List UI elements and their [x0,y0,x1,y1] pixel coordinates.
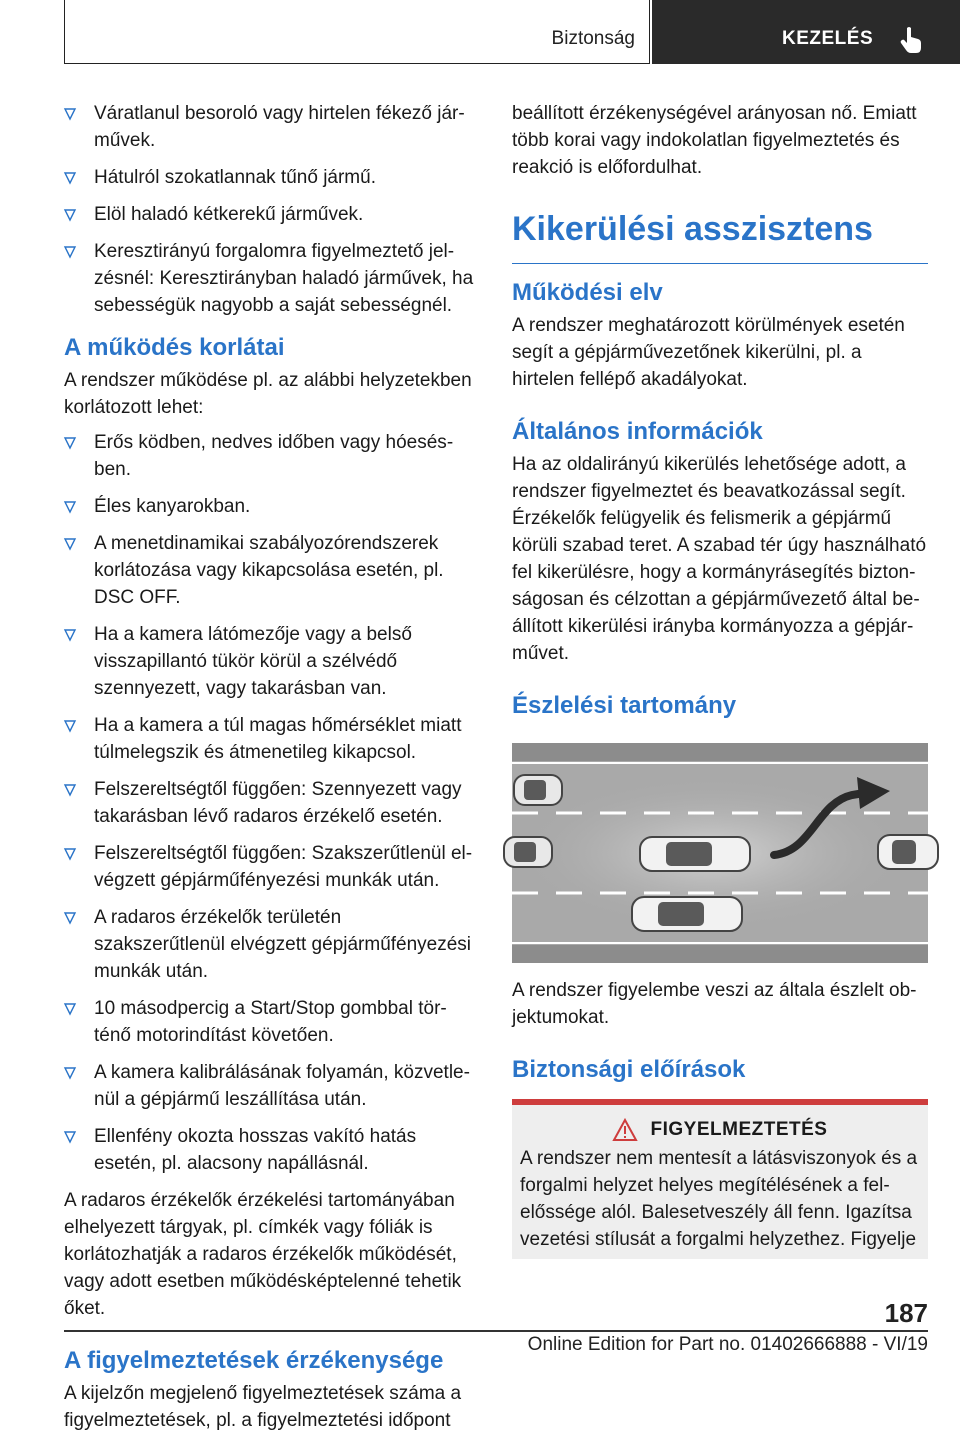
header-section-box [64,0,650,64]
triangle-bullet-icon [64,912,76,924]
heading-range: Észlelési tartomány [512,692,737,719]
principle-paragraph: A rendszer meghatározott körülmények esetén segít a gépjárművezetőnek kikerülni, pl. a hirtelen fellépő akadályokat. [512,315,905,390]
warning-triangle-icon [613,1119,637,1141]
list-item: Éles kanyarokban. [64,493,476,520]
car-icon [504,837,552,867]
list-item: 10 másodpercig a Start/Stop gombbal történő motorindítást követően. [64,995,476,1049]
list-item: Keresztirányú forgalomra figyelmeztető jelzésnél: Keresztirányban haladó járművek, ha sebességük nagyobb a saját sebességnél. [64,238,476,319]
car-icon [514,775,562,805]
limits-intro: A rendszer működése pl. az alábbi helyzetekben korlátozott lehet: [64,370,472,418]
warning-title: FIGYELMEZTETÉS [650,1119,828,1140]
list-item: Felszereltségtől függően: Szakszerűtlenül elvégzett gépjárműfényezési munkák után. [64,840,476,894]
list-item: Erős ködben, nedves időben vagy hóesésben. [64,429,476,483]
radar-paragraph: A radaros érzékelők érzékelési tartományában elhelyezett tárgyak, pl. címkék vagy fóliák is korlátozhatják a radaros érzékelők működését, vagy adott esetben működésképtelenné tehetik őket. [64,1190,462,1319]
detection-range-diagram [512,743,928,963]
left-column [64,100,476,1434]
list-item: A menetdinamikai szabályozórendszerek korlátozása vagy kikapcsolása esetén, pl. DSC OFF. [64,530,476,611]
triangle-bullet-icon [64,848,76,860]
hand-pointer-icon [900,26,922,54]
warning-box [512,1099,928,1259]
list-item: Felszereltségtől függően: Szennyezett vagy takarásban lévő radaros érzékelő esetén. [64,776,476,830]
triangle-bullet-icon [64,1067,76,1079]
triangle-bullet-icon [64,172,76,184]
warning-text: A rendszer nem mentesít a látásviszonyok és a forgalmi helyzet helyes megítélésének a felelőssége alól. Balesetveszély áll fenn. Igazítsa vezetési stílusát a forgalmi helyzethez. Figyelje [520,1148,918,1250]
header-section-title: Biztonság [551,28,635,49]
road-illustration [512,743,928,963]
triangle-bullet-icon [64,209,76,221]
ego-car-icon [640,837,750,871]
sensitivity-paragraph: A kijelzőn megjelenő figyelmeztetések száma a figyelmeztetések, pl. a figyelmeztetési időpont [64,1383,462,1431]
triangle-bullet-icon [64,1003,76,1015]
footer-edition: Online Edition for Part no. 01402666888 - VI/19 [527,1334,928,1355]
heading-principle: Működési elv [512,279,663,306]
heading-sensitivity: A figyelmeztetések érzékenysége [64,1347,444,1374]
heading-limits: A működés korlátai [64,334,285,361]
right-column [512,100,928,1259]
heading-safety: Biztonsági előírások [512,1056,746,1083]
triangle-bullet-icon [64,501,76,513]
triangle-bullet-icon [64,437,76,449]
situations-list [64,100,476,319]
list-item: A kamera kalibrálásának folyamán, közvetlenül a gépjármű leszállítása után. [64,1059,476,1113]
triangle-bullet-icon [64,108,76,120]
page-number: 187 [884,1298,928,1328]
footer-divider [64,1330,928,1332]
triangle-bullet-icon [64,720,76,732]
car-icon [878,835,938,869]
car-icon [632,897,742,931]
diagram-caption: A rendszer figyelembe veszi az általa észlelt objektumokat. [512,980,917,1028]
list-item: A radaros érzékelők területén szakszerűtlenül elvégzett gépjárműfényezési munkák után. [64,904,476,985]
triangle-bullet-icon [64,784,76,796]
triangle-bullet-icon [64,1131,76,1143]
list-item: Váratlanul besoroló vagy hirtelen fékező járművek. [64,100,476,154]
triangle-bullet-icon [64,538,76,550]
sensitivity-paragraph-cont: beállított érzékenységével arányosan nő. Emiatt több korai vagy indokolatlan figyelmeztetés és reakció is előfordulhat. [512,103,917,178]
header-tab-label: KEZELÉS [782,28,874,49]
list-item: Ha a kamera a túl magas hőmérséklet miatt túlmelegszik és átmenetileg kikapcsol. [64,712,476,766]
general-paragraph: Ha az oldalirányú kikerülés lehetősége adott, a rendszer figyelmeztet és beavatkozással segít. Érzékelők felügyelik és felismerik a gépjármű körüli szabad teret. A szabad tér úgy használható fel kikerülésre, hogy a kormányrásegítés biztonságosan és célzottan a gépjárművezető által beállított kikerülési irányba kormányozza a gépjárművet. [512,454,927,664]
warning-header [520,1119,920,1141]
list-item: Ha a kamera látómezője vagy a belső visszapillantó tükör körül a szélvédő szennyezett, vagy takarásban van. [64,621,476,702]
list-item: Ellenfény okozta hosszas vakító hatás esetén, pl. alacsony napállásnál. [64,1123,476,1177]
heading-general: Általános információk [512,418,763,445]
list-item: Elöl haladó kétkerekű járművek. [64,201,476,228]
limits-list [64,429,476,1177]
triangle-bullet-icon [64,629,76,641]
chapter-title: Kikerülési asszisztens [512,207,928,264]
list-item: Hátulról szokatlannak tűnő jármű. [64,164,476,191]
triangle-bullet-icon [64,246,76,258]
